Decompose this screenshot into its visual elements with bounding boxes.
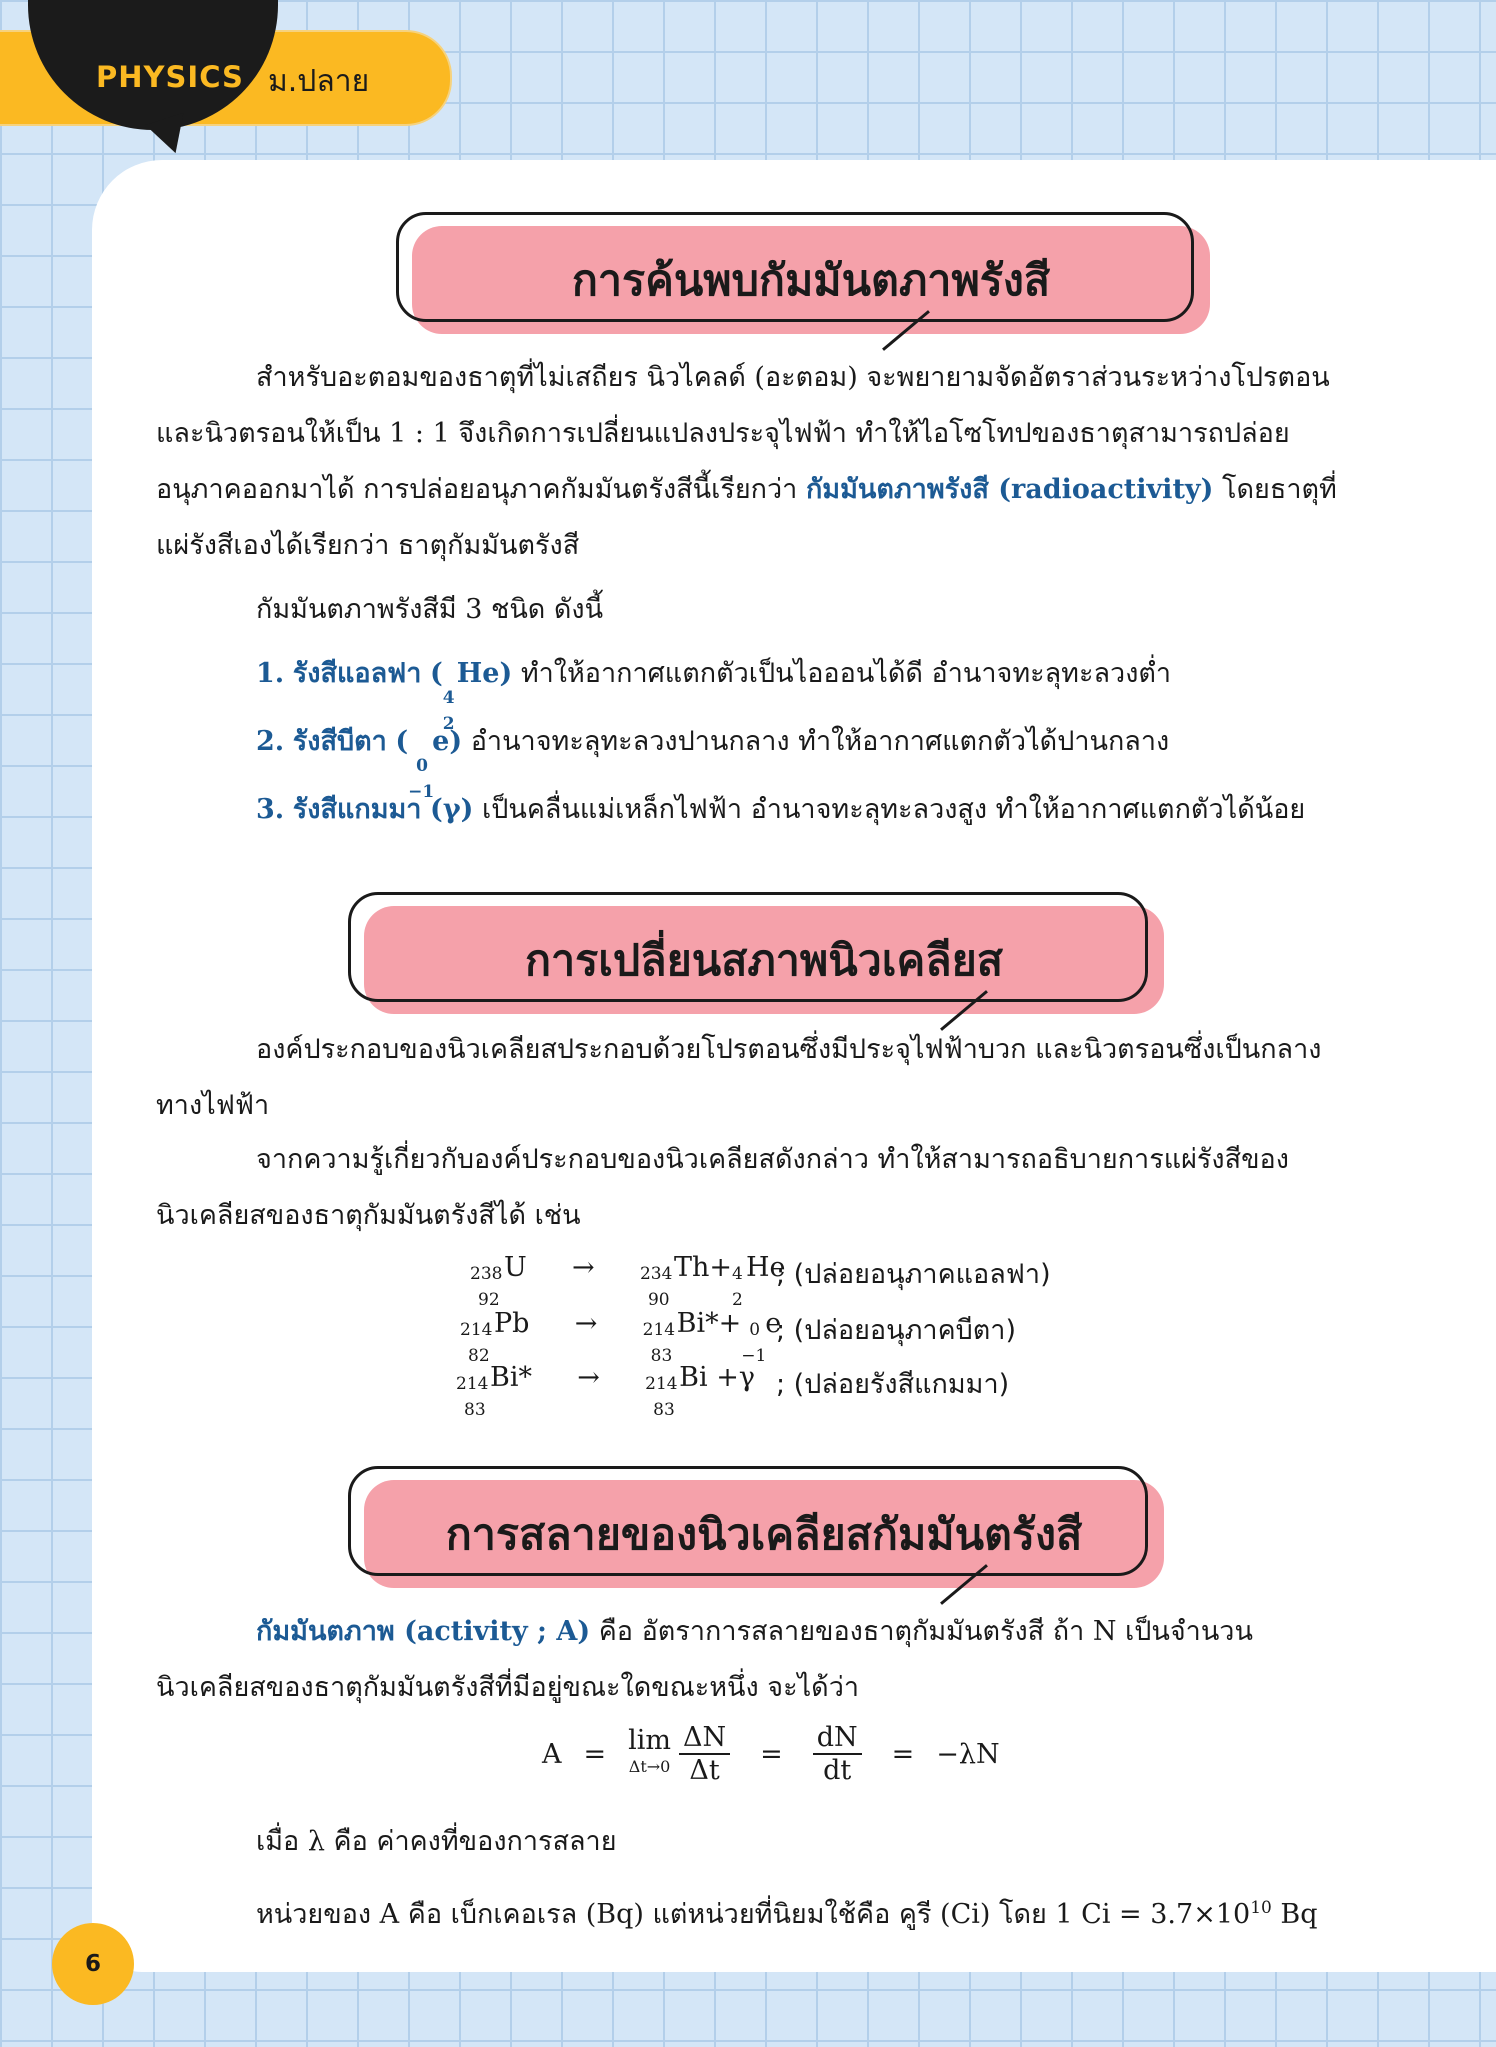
section-heading-discovery	[396, 212, 1194, 322]
paragraph-activity-definition: กัมมันตภาพ (activity ; A) คือ อัตราการสลายของธาตุกัมมันตรังสี ถ้า N เป็นจำนวนนิวเคลียสของธาตุกัมมันตรังสีที่มีอยู่ขณะใดขณะหนึ่ง จะได้ว่า	[156, 1616, 1253, 1703]
paragraph-radioactivity-intro: สำหรับอะตอมของธาตุที่ไม่เสถียร นิวไคลด์ (อะตอม) จะพยายามจัดอัตราส่วนระหว่างโปรตอนและนิวตรอนให้เป็น 1 : 1 จึงเกิดการเปลี่ยนแปลงประจุไฟฟ้า ทำให้ไอโซโทปของธาตุสามารถปล่อยอนุภาคออกมาได้ การปล่อยอนุภาคกัมมันตรังสีนี้เรียกว่า กัมมันตภาพรังสี (radioactivity) โดยธาตุที่แผ่รังสีเองได้เรียกว่า ธาตุกัมมันตรังสี	[156, 362, 1337, 561]
paragraph-decay-constant: เมื่อ λ คือ ค่าคงที่ของการสลาย	[256, 1826, 617, 1857]
list-item-alpha: 1. รังสีแอลฟา ( 4 2 He) ทำให้อากาศแตกตัวเป็นไอออนได้ดี อำนาจทะลุทะลวงต่ำ	[256, 658, 1172, 734]
term-radioactivity: กัมมันตภาพรังสี (radioactivity)	[805, 474, 1214, 505]
activity-formula: A = lim Δt→0 $\frac{\Delta N}{\Delta t}$ = $\frac{dN}{dt}$ = −λN	[542, 1722, 1000, 1786]
subject-label: PHYSICS	[96, 60, 244, 94]
section-heading-transmutation	[348, 892, 1148, 1002]
reaction-beta: 214 82 Pb → 214 83 Bi*+ 0 −1 e ; (ปล่อยอนุภาคบีตา)	[460, 1308, 1016, 1366]
paragraph-units: หน่วยของ A คือ เบ็กเคอเรล (Bq) แต่หน่วยที่นิยมใช้คือ คูรี (Ci) โดย 1 $Ci = 3.7\times 10^{10}$ Bq	[256, 1898, 1318, 1930]
section-title: การสลายของนิวเคลียสกัมมันตรังสี	[445, 1510, 1083, 1560]
list-item-gamma: 3. รังสีแกมมา (γ) เป็นคลื่นแม่เหล็กไฟฟ้า อำนาจทะลุทะลวงสูง ทำให้อากาศแตกตัวได้น้อย	[256, 794, 1306, 825]
section-heading-decay	[348, 1466, 1148, 1576]
term-activity: กัมมันตภาพ (activity ; A)	[256, 1616, 591, 1647]
reaction-alpha: 238 92 U → 234 90 Th+ 4 2 He ; (ปล่อยอนุภาคแอลฟา)	[470, 1252, 1051, 1310]
page-number: 6	[52, 1923, 134, 2005]
level-label: ม.ปลาย	[268, 64, 370, 99]
section-title: การเปลี่ยนสภาพนิวเคลียส	[524, 936, 1004, 986]
paragraph-three-types: กัมมันตภาพรังสีมี 3 ชนิด ดังนี้	[256, 594, 604, 625]
paragraph-explanation: จากความรู้เกี่ยวกับองค์ประกอบของนิวเคลียสดังกล่าว ทำให้สามารถอธิบายการแผ่รังสีของนิวเคลียสของธาตุกัมมันตรังสีได้ เช่น	[156, 1144, 1289, 1231]
section-title: การค้นพบกัมมันตภาพรังสี	[571, 256, 1051, 306]
list-item-beta: 2. รังสีบีตา ( 0 −1 e) อำนาจทะลุทะลวงปานกลาง ทำให้อากาศแตกตัวได้ปานกลาง	[256, 726, 1170, 802]
paragraph-nucleus-composition: องค์ประกอบของนิวเคลียสประกอบด้วยโปรตอนซึ่งมีประจุไฟฟ้าบวก และนิวตรอนซึ่งเป็นกลางทางไฟฟ้า	[156, 1034, 1322, 1121]
reaction-gamma: 214 83 Bi* → 214 83 Bi +γ ; (ปล่อยรังสีแกมมา)	[456, 1362, 1010, 1420]
